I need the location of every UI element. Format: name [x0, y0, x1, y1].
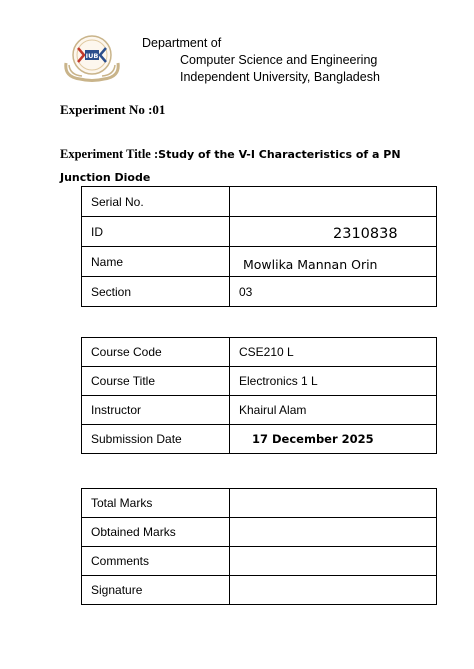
- comments-value: [230, 547, 437, 576]
- total-marks-value: [230, 489, 437, 518]
- table-row: [82, 367, 437, 396]
- university-seal-logo-icon: [60, 33, 124, 83]
- table-row: [82, 338, 437, 367]
- serial-label: Serial No.: [82, 187, 230, 217]
- submission-date-value: 17 December 2025: [252, 432, 374, 446]
- section-value: 03: [230, 277, 437, 307]
- experiment-title-value: Study of the V-I Characteristics of a PN Junction Diode: [60, 148, 401, 184]
- obtained-marks-label: Obtained Marks: [82, 518, 230, 547]
- obtained-marks-value: [230, 518, 437, 547]
- course-code-label: Course Code: [82, 338, 230, 367]
- department-name: Computer Science and Engineering: [180, 53, 378, 67]
- experiment-number: Experiment No :01: [60, 102, 166, 117]
- course-code-value: CSE210 L: [230, 338, 437, 367]
- table-row: [82, 576, 437, 605]
- table-row: [82, 547, 437, 576]
- instructor-value: Khairul Alam: [230, 396, 437, 425]
- section-label: Section: [82, 277, 230, 307]
- student-info-table: [81, 186, 437, 307]
- experiment-title: [60, 143, 430, 189]
- course-info-table: [81, 337, 437, 454]
- university-name: Independent University, Bangladesh: [180, 70, 380, 84]
- total-marks-label: Total Marks: [82, 489, 230, 518]
- marks-table: [81, 488, 437, 605]
- table-row: [82, 217, 437, 247]
- submission-date-cell: [230, 425, 437, 454]
- id-value: 2310838: [333, 225, 398, 242]
- table-row: [82, 425, 437, 454]
- experiment-title-label: Experiment Title :: [60, 147, 159, 161]
- table-row: [82, 518, 437, 547]
- name-cell: [230, 247, 437, 277]
- signature-value: [230, 576, 437, 605]
- name-value: Mowlika Mannan Orin: [243, 257, 378, 272]
- id-label: ID: [82, 217, 230, 247]
- id-cell: [230, 217, 437, 247]
- submission-date-label: Submission Date: [82, 425, 230, 454]
- name-label: Name: [82, 247, 230, 277]
- table-row: [82, 247, 437, 277]
- table-row: [82, 489, 437, 518]
- department-line: Department of: [142, 36, 222, 50]
- table-row: [82, 396, 437, 425]
- svg-text:IUB: IUB: [85, 52, 99, 60]
- course-title-value: Electronics 1 L: [230, 367, 437, 396]
- course-title-label: Course Title: [82, 367, 230, 396]
- table-row: [82, 277, 437, 307]
- comments-label: Comments: [82, 547, 230, 576]
- instructor-label: Instructor: [82, 396, 230, 425]
- signature-label: Signature: [82, 576, 230, 605]
- serial-value: [230, 187, 437, 217]
- table-row: [82, 187, 437, 217]
